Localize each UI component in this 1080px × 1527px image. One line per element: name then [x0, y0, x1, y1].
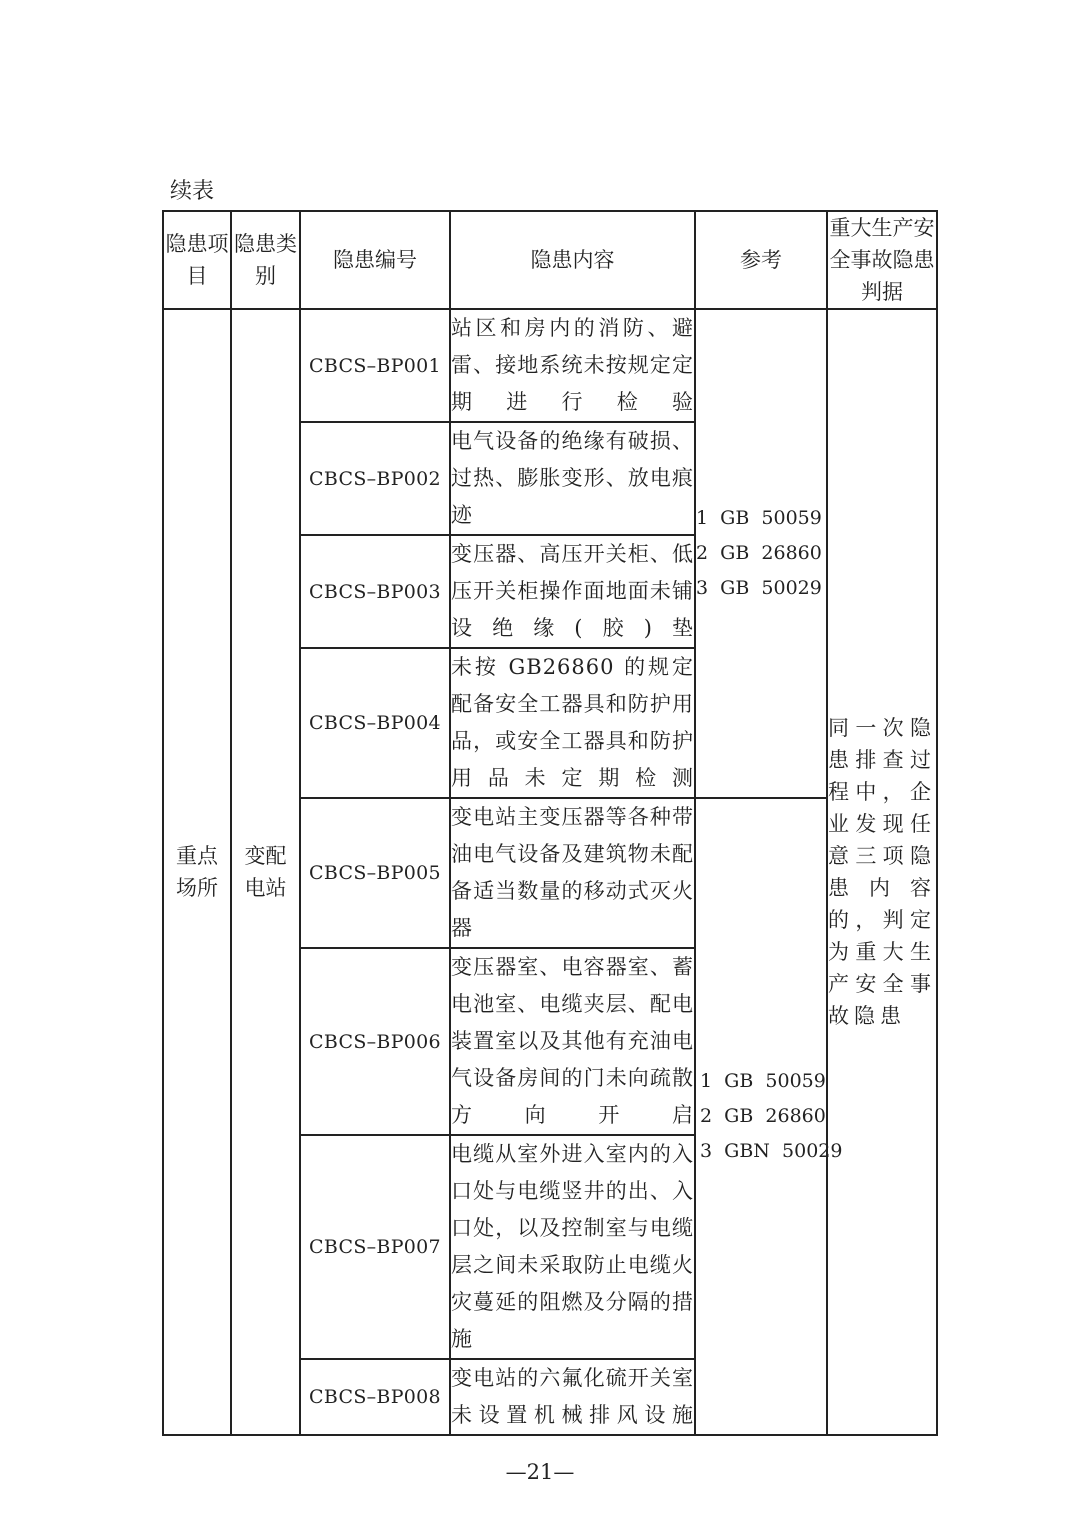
hazard-content-cell: 站区和房内的消防、避雷、接地系统未按规定定期进行检验	[450, 309, 695, 422]
header-hazard-content: 隐患内容	[450, 211, 695, 309]
reference-line: 2 GB 26860	[700, 1105, 826, 1127]
table-row	[163, 309, 937, 422]
reference-line: 2 GB 26860	[696, 542, 822, 564]
hazard-content-cell: 变电站主变压器等各种带油电气设备及建筑物未配备适当数量的移动式灭火器	[450, 798, 695, 948]
hazard-content-cell: 未按 GB26860 的规定配备安全工器具和防护用品，或安全工器具和防护用品未定期检测	[450, 648, 695, 798]
reference-line: 1 GB 50059	[696, 507, 822, 529]
hazard-code-cell: CBCS–BP002	[300, 422, 450, 535]
header-hazard-item: 隐患项目	[163, 211, 231, 309]
header-judgement: 重大生产安全事故隐患判据	[827, 211, 937, 309]
table-caption: 续表	[170, 179, 215, 204]
hazard-content-cell: 电气设备的绝缘有破损、过热、膨胀变形、放电痕迹	[450, 422, 695, 535]
hazard-content-cell: 变压器室、电容器室、蓄电池室、电缆夹层、配电装置室以及其他有充油电气设备房间的门未向疏散方向开启	[450, 948, 695, 1135]
reference-line: 1 GB 50059	[700, 1070, 826, 1092]
judgement-cell: 同一次隐患排查过程中，企业发现任意三项隐患内容的，判定为重大生产安全事故隐患	[827, 309, 937, 1435]
reference-cell-group-1	[695, 309, 827, 798]
table-header-row	[163, 211, 937, 309]
hazard-code-cell: CBCS–BP003	[300, 535, 450, 648]
reference-cell-group-2	[695, 798, 843, 1435]
reference-line: 3 GBN 50029	[700, 1140, 843, 1162]
hazard-content-cell: 变电站的六氟化硫开关室未设置机械排风设施	[450, 1359, 695, 1435]
reference-line: 3 GB 50029	[696, 577, 822, 599]
hazard-code-cell: CBCS–BP005	[300, 798, 450, 948]
header-reference: 参考	[695, 211, 827, 309]
hazard-code-cell: CBCS–BP004	[300, 648, 450, 798]
page-number: —21—	[505, 1460, 575, 1484]
header-hazard-code: 隐患编号	[300, 211, 450, 309]
hazard-category-cell: 变配电站	[231, 309, 300, 1435]
header-hazard-category: 隐患类别	[231, 211, 300, 309]
hazard-code-cell: CBCS–BP007	[300, 1135, 450, 1359]
hazard-code-cell: CBCS–BP008	[300, 1359, 450, 1435]
hazard-code-cell: CBCS–BP001	[300, 309, 450, 422]
hazard-content-cell: 电缆从室外进入室内的入口处与电缆竖井的出、入口处，以及控制室与电缆层之间未采取防止电缆火灾蔓延的阻燃及分隔的措施	[450, 1135, 695, 1359]
hazard-content-cell: 变压器、高压开关柜、低压开关柜操作面地面未铺设绝缘(胶)垫	[450, 535, 695, 648]
hazard-table	[162, 210, 938, 1436]
hazard-item-cell: 重点场所	[163, 309, 231, 1435]
hazard-code-cell: CBCS–BP006	[300, 948, 450, 1135]
